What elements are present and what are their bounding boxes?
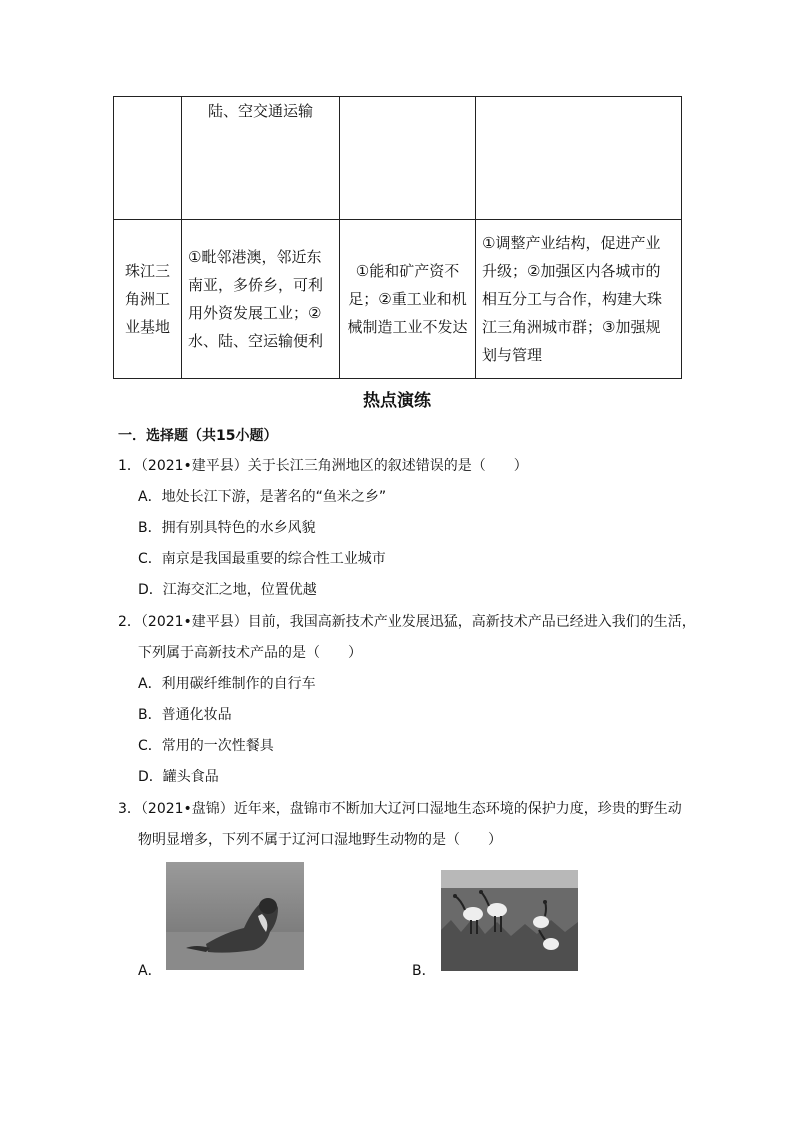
section-title: 热点演练 [363,391,431,411]
table-cell [476,97,682,220]
question-stem: 2．（2021•建平县）目前，我国高新技术产业发展迅猛，高新技术产品已经进入我们的生活， [118,614,696,630]
table-cell-problems: ①能和矿产资不足；②重工业和机械制造工业不发达 [340,220,476,379]
option-item: C．南京是我国最重要的综合性工业城市 [138,551,386,567]
table-cell: 陆、空交通运输 [182,97,340,220]
seal-photo [166,862,304,970]
option-item: C．常用的一次性餐具 [138,738,274,754]
option-b-label: B． [412,963,436,979]
cranes-photo [441,870,578,971]
table-row [114,97,682,220]
question-stem-continued: 物明显增多，下列不属于辽河口湿地野生动物的是（ ） [138,832,502,848]
table-row [114,220,682,379]
table-cell-advantages: ①毗邻港澳，邻近东南亚，多侨乡，可利用外资发展工业；②水、陆、空运输便利 [182,220,340,379]
table-cell-measures: ①调整产业结构，促进产业升级；②加强区内各城市的相互分工与合作，构建大珠江三角洲城市群；③加强规划与管理 [476,220,682,379]
question-stem: 3．（2021•盘锦）近年来，盘锦市不断加大辽河口湿地生态环境的保护力度，珍贵的野生动 [118,801,682,817]
industry-base-table [113,96,682,379]
table-cell [114,97,182,220]
option-item: A．地处长江下游，是著名的“鱼米之乡” [138,489,387,505]
option-item: D．罐头食品 [138,769,219,785]
option-item: D．江海交汇之地，位置优越 [138,582,317,598]
question-stem-continued: 下列属于高新技术产品的是（ ） [138,645,362,661]
question-stem: 1．（2021•建平县）关于长江三角洲地区的叙述错误的是（ ） [118,458,528,474]
sub-heading: 一．选择题（共15小题） [118,428,278,444]
option-a-label: A． [138,963,162,979]
table-cell-region: 珠江三角洲工业基地 [114,220,182,379]
option-item: A．利用碳纤维制作的自行车 [138,676,316,692]
table-cell [340,97,476,220]
option-item: B．拥有别具特色的水乡风貌 [138,520,316,536]
option-item: B．普通化妆品 [138,707,232,723]
